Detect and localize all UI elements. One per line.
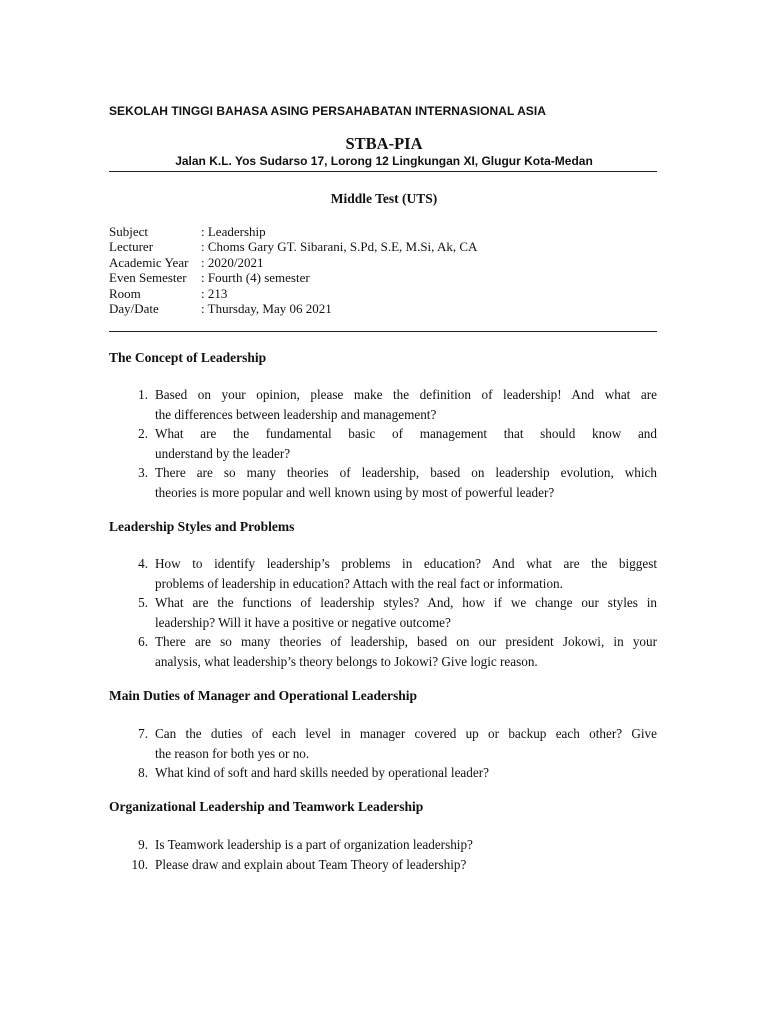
info-value: : 2020/2021 — [201, 254, 264, 270]
question-item — [109, 554, 657, 593]
question-number: 1. — [138, 387, 148, 402]
info-row-lecturer — [109, 239, 477, 254]
question-line: What are the fundamental basic of management that should know and — [155, 426, 657, 441]
question-item — [109, 463, 657, 502]
question-item — [109, 855, 657, 875]
question-item — [109, 724, 657, 763]
question-number: 3. — [138, 465, 148, 480]
question-line: Please draw and explain about Team Theory of leadership? — [155, 857, 467, 872]
question-text — [155, 763, 657, 783]
info-value: : Choms Gary GT. Sibarani, S.Pd, S.E, M.Si, Ak, CA — [201, 239, 478, 255]
info-key: Even Semester — [109, 270, 187, 286]
question-number: 10. — [131, 857, 148, 872]
question-item — [109, 632, 657, 671]
question-line: What kind of soft and hard skills needed by operational leader? — [155, 765, 489, 780]
institution-address: Jalan K.L. Yos Sudarso 17, Lorong 12 Lingkungan XI, Glugur Kota-Medan — [175, 154, 593, 168]
question-item — [109, 385, 657, 424]
question-line: leadership? Will it have a positive or negative outcome? — [155, 614, 451, 630]
info-key: Room — [109, 285, 141, 301]
question-text — [155, 632, 657, 671]
question-line: theories is more popular and well known using by most of powerful leader? — [155, 484, 555, 500]
question-text — [155, 855, 657, 875]
question-number: 8. — [138, 765, 148, 780]
question-line: What are the functions of leadership styles? And, how if we change our styles in — [155, 595, 657, 610]
info-row-room — [109, 286, 477, 301]
question-line: There are so many theories of leadership, based on leadership evolution, which — [155, 465, 657, 480]
question-line: There are so many theories of leadership, based on our president Jokowi, in your — [155, 634, 657, 649]
info-row-semester — [109, 270, 477, 285]
question-item — [109, 763, 657, 783]
info-key: Academic Year — [109, 254, 189, 270]
question-text — [155, 554, 657, 593]
info-value: : Fourth (4) semester — [201, 270, 310, 286]
section-heading: Main Duties of Manager and Operational Leadership — [109, 688, 418, 703]
question-line: problems of leadership in education? Attach with the real fact or information. — [155, 575, 563, 591]
section-heading: Organizational Leadership and Teamwork Leadership — [109, 799, 424, 814]
question-line: Can the duties of each level in manager covered up or backup each other? Give — [155, 726, 657, 741]
question-number: 6. — [138, 634, 148, 649]
section-heading: The Concept of Leadership — [109, 350, 267, 365]
info-value: : Thursday, May 06 2021 — [201, 301, 332, 317]
institution-acronym: STBA-PIA — [345, 134, 423, 153]
question-text — [155, 593, 657, 632]
question-number: 5. — [138, 595, 148, 610]
question-line: Is Teamwork leadership is a part of organization leadership? — [155, 837, 473, 852]
test-title: Middle Test (UTS) — [330, 191, 438, 206]
question-number: 2. — [138, 426, 148, 441]
info-value: : 213 — [201, 285, 228, 301]
question-line: analysis, what leadership’s theory belongs to Jokowi? Give logic reason. — [155, 653, 538, 669]
question-number: 9. — [138, 837, 148, 852]
info-row-date — [109, 301, 477, 316]
exam-info-table — [109, 224, 477, 316]
section-heading: Leadership Styles and Problems — [109, 519, 295, 534]
info-value: : Leadership — [201, 224, 266, 239]
info-key: Day/Date — [109, 301, 159, 317]
info-key: Subject — [109, 224, 148, 239]
question-line: Based on your opinion, please make the definition of leadership! And what are — [155, 387, 657, 402]
header-divider — [109, 171, 657, 172]
question-text — [155, 463, 657, 502]
question-text — [155, 385, 657, 424]
question-item — [109, 424, 657, 463]
info-key: Lecturer — [109, 239, 154, 255]
question-line: the reason for both yes or no. — [155, 745, 310, 761]
question-text — [155, 724, 657, 763]
info-divider — [109, 331, 657, 332]
question-line: the differences between leadership and management? — [155, 406, 437, 422]
question-text — [155, 835, 657, 855]
question-line: understand by the leader? — [155, 445, 291, 461]
question-text — [155, 424, 657, 463]
question-line: How to identify leadership’s problems in education? And what are the biggest — [155, 556, 657, 571]
question-number: 7. — [138, 726, 148, 741]
question-item — [109, 593, 657, 632]
question-number: 4. — [138, 556, 148, 571]
info-row-academic-year — [109, 255, 477, 270]
info-row-subject — [109, 224, 477, 239]
institution-name: SEKOLAH TINGGI BAHASA ASING PERSAHABATAN INTERNASIONAL ASIA — [109, 104, 546, 118]
question-item — [109, 835, 657, 855]
